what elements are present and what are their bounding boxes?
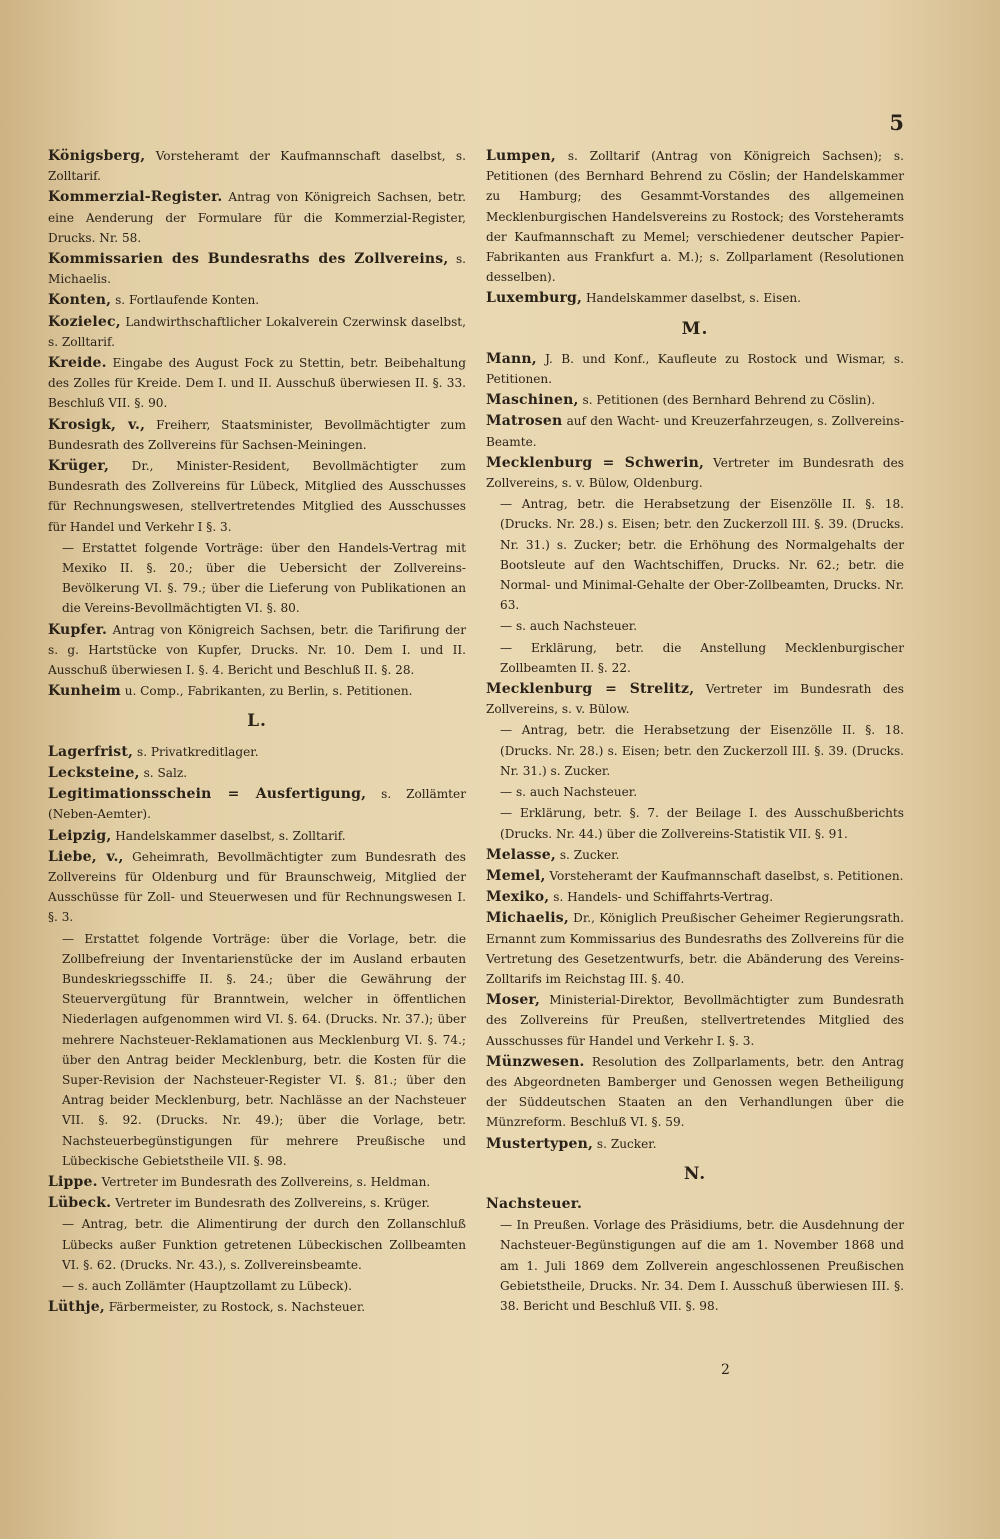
entry-headword: Michaelis, <box>486 910 569 927</box>
page-number: 5 <box>889 110 904 135</box>
entry-headword: Maschinen, <box>486 392 579 409</box>
entry-headword: Lumpen, <box>486 148 556 164</box>
index-entry <box>486 1134 904 1154</box>
index-entry <box>486 411 904 451</box>
entry-text: s. Michaelis. <box>48 252 466 287</box>
section-letter: N. <box>683 1163 707 1184</box>
entry-headword: Konten, <box>48 292 112 309</box>
entry-headword: Münzwesen. <box>486 1053 585 1070</box>
entry-text: s. Zolltarif (Antrag von Königreich Sachsen); s. Petitionen (des Bernhard Behrend zu Cöslin; der Handelskammer zu Hamburg; des Gesammt-Vorstandes des allgemeinen Mecklenburgischen Handelsvereins zu Rostock; des Vorsteheramts der Kaufmannschaft zu Memel; verschiedener deutscher Papier-Fabrikanten aus Frankfurt a. M.); s. Zollparlament (Resolutionen desselben). <box>486 149 904 285</box>
entry-headword: Luxemburg, <box>486 290 583 307</box>
entry-text: Vorsteheramt der Kaufmannschaft daselbst, s. Petitionen. <box>549 868 904 883</box>
entry-headword: Krüger, <box>48 458 110 475</box>
index-entry <box>48 681 466 701</box>
entry-text: Handelskammer daselbst, s. Zolltarif. <box>115 828 346 843</box>
index-subentry: — Erklärung, betr. §. 7. der Beilage I. des Ausschußberichts (Drucks. Nr. 44.) über die Zollvereins-Statistik VII. §. 91. <box>500 806 904 841</box>
entry-text: Vertreter im Bundesrath des Zollvereins, s. v. Bülow, Oldenburg. <box>486 455 904 491</box>
entry-headword: Königsberg, <box>48 148 146 164</box>
entry-headword: Liebe, v., <box>48 848 124 865</box>
index-subentry: — Erstattet folgende Vorträge: über den Handels-Vertrag mit Mexiko II. §. 20.; über die Uebersicht der Zollvereins-Bevölkerung VI. §. 79.; über die Lieferung von Publikationen an die Vereins-Bevollmächtigten VI. §. 80. <box>62 540 466 616</box>
index-entry <box>48 784 466 824</box>
entry-headword: Lecksteine, <box>48 764 140 781</box>
entry-text: Färbermeister, zu Rostock, s. Nachsteuer. <box>108 1300 366 1315</box>
entry-headword: Legitimationsschein = Ausfertigung, <box>48 786 367 803</box>
index-subentry: — Erstattet folgende Vorträge: über die Vorlage, betr. die Zollbefreiung der Inventarienstücke der im Ausland erbauten Bundeskriegsschiffe II. §. 24.; über die Gewährung der Steuervergütung für Branntwein, welcher in öffentlichen Niederlagen aufgenommen wird VI. §. 64. (Drucks. Nr. 37.); über mehrere Nachsteuer-Reklamationen aus Mecklenburg VI. §. 74.; über den Antrag beider Mecklenburg, betr. die Kosten für die Super-Revision der Nachsteuer-Register VI. §. 81.; über den Antrag beider Mecklenburg, betr. Nachlässe an der Nachsteuer VII. §. 92. (Drucks. Nr. 49.); über die Vorlage, betr. Nachsteuerbegünstigungen für mehrere Preußische und Lübeckische Gebietstheile VII. §. 98. <box>62 931 466 1168</box>
entry-text: u. Comp., Fabrikanten, zu Berlin, s. Petitionen. <box>124 684 413 699</box>
entry-headword: Mecklenburg = Strelitz, <box>486 681 695 698</box>
index-subentry: — Antrag, betr. die Herabsetzung der Eisenzölle II. §. 18. (Drucks. Nr. 28.) s. Eisen; betr. den Zuckerzoll III. §. 39. (Drucks. Nr. 31.) s. Zucker; betr. die Erhöhung des Normalgehalts der Bootsleute auf den Wachtschiffen, Drucks. Nr. 62.; betr. die Normal- und Minimal-Gehalte der Ober-Zollbeamten, Drucks. Nr. 63. <box>500 497 904 613</box>
entry-text: s. Petitionen (des Bernhard Behrend zu Cöslin). <box>582 393 876 408</box>
entry-headword: Matrosen <box>486 413 563 430</box>
index-entry <box>48 1193 466 1213</box>
entry-text: Freiherr, Staatsminister, Bevollmächtigter zum Bundesrath des Zollvereins für Sachsen-Meiningen. <box>48 417 466 452</box>
entry-text: Vertreter im Bundesrath des Zollvereins, s. Heldman. <box>101 1174 431 1189</box>
entry-text: s. Salz. <box>143 765 188 780</box>
entry-text: auf den Wacht- und Kreuzerfahrzeugen, s. Zollvereins-Beamte. <box>486 414 904 449</box>
index-entry <box>48 847 466 928</box>
entry-headword: Lippe. <box>48 1173 98 1190</box>
entry-headword: Memel, <box>486 867 546 884</box>
entry-headword: Moser, <box>486 992 541 1009</box>
index-entry <box>486 390 904 410</box>
index-entry <box>48 742 466 762</box>
entry-text: Ministerial-Direktor, Bevollmächtigter zum Bundesrath des Zollvereins für Preußen, stellvertretendes Mitglied des Ausschusses für Handel und Verkehr I. §. 3. <box>486 993 904 1048</box>
index-entry <box>48 763 466 783</box>
entry-text: Vertreter im Bundesrath des Zollvereins, s. v. Bülow. <box>486 682 904 717</box>
index-entry <box>486 288 904 308</box>
entry-headword: Kommissarien des Bundesraths des Zollvereins, <box>48 251 449 268</box>
index-entry <box>48 620 466 681</box>
index-entry <box>48 249 466 289</box>
index-entry <box>486 845 904 865</box>
entry-headword: Melasse, <box>486 846 556 863</box>
left-column <box>48 146 466 1318</box>
entry-headword: Leipzig, <box>48 827 112 844</box>
section-letter: M. <box>681 318 709 339</box>
index-subentry: — Antrag, betr. die Alimentirung der durch den Zollanschluß Lübecks außer Funktion getretenen Lübeckischen Zollbeamten VI. §. 62. (Drucks. Nr. 43.), s. Zollvereinsbeamte. <box>62 1217 466 1272</box>
entry-headword: Mustertypen, <box>486 1135 594 1152</box>
entry-headword: Kozielec, <box>48 313 121 330</box>
index-entry <box>486 453 904 493</box>
entry-headword: Lüthje, <box>48 1299 105 1316</box>
entry-text: s. Handels- und Schiffahrts-Vertrag. <box>553 890 774 905</box>
entry-text: s. Privatkreditlager. <box>137 744 259 759</box>
index-entry <box>48 1172 466 1192</box>
index-entry <box>48 353 466 414</box>
index-subentry: — In Preußen. Vorlage des Präsidiums, betr. die Ausdehnung der Nachsteuer-Begünstigungen auf die am 1. November 1868 und am 1. Juli 1869 dem Zollverein angeschlossenen Preußischen Gebietstheile, Drucks. Nr. 34. Dem I. Ausschuß überwiesen III. §. 38. Bericht und Beschluß VII. §. 98. <box>500 1218 904 1313</box>
entry-text: Eingabe des August Fock zu Stettin, betr. Beibehaltung des Zolles für Kreide. Dem I. und II. Ausschuß überwiesen II. §. 33. Beschluß VII. §. 90. <box>48 356 466 411</box>
entry-text: Antrag von Königreich Sachsen, betr. eine Aenderung der Formulare für die Kommerzial-Register, Drucks. Nr. 58. <box>48 190 466 245</box>
entry-text: J. B. und Konf., Kaufleute zu Rostock und Wismar, s. Petitionen. <box>486 351 904 387</box>
entry-text: Vorsteheramt der Kaufmannschaft daselbst, s. Zolltarif. <box>48 149 466 184</box>
entry-headword: Krosigk, v., <box>48 416 146 433</box>
index-entry <box>48 415 466 455</box>
entry-headword: Kupfer. <box>48 621 108 638</box>
entry-headword: Mann, <box>486 350 537 367</box>
index-entry <box>48 1297 466 1317</box>
index-entry <box>48 290 466 310</box>
index-entry <box>486 146 904 287</box>
entry-headword: Kommerzial-Register. <box>48 189 223 206</box>
entry-headword: Kunheim <box>48 683 121 700</box>
entry-text: Antrag von Königreich Sachsen, betr. die Tarifirung der s. g. Hartstücke von Kupfer, Drucks. Nr. 10. Dem I. und II. Ausschuß überwiesen I. §. 4. Bericht und Beschluß II. §. 28. <box>48 622 466 678</box>
index-entry <box>48 312 466 352</box>
entry-headword: Nachsteuer. <box>486 1195 583 1212</box>
index-subentry: — Erklärung, betr. die Anstellung Mecklenburgischer Zollbeamten II. §. 22. <box>500 640 904 675</box>
entry-headword: Mexiko, <box>486 889 550 906</box>
index-entry <box>486 887 904 907</box>
index-entry <box>486 679 904 719</box>
entry-headword: Mecklenburg = Schwerin, <box>486 454 705 471</box>
index-subentry: — Antrag, betr. die Herabsetzung der Eisenzölle II. §. 18. (Drucks. Nr. 28.) s. Eisen; betr. den Zuckerzoll III. §. 39. (Drucks. Nr. 31.) s. Zucker. <box>500 723 904 778</box>
index-entry <box>486 990 904 1051</box>
entry-text: s. Zucker. <box>596 1136 657 1151</box>
entry-headword: Lübeck. <box>48 1195 112 1212</box>
index-entry <box>48 187 466 248</box>
index-subentry: — s. auch Zollämter (Hauptzollamt zu Lübeck). <box>62 1278 353 1293</box>
index-entry <box>486 866 904 886</box>
entry-text: Dr., Minister-Resident, Bevollmächtigter zum Bundesrath des Zollvereins für Lübeck, Mitglied des Ausschusses für Rechnungswesen, stellvertretendes Mitglied des Ausschusses für Handel und Verkehr I §. 3. <box>48 459 466 534</box>
index-subentry: — s. auch Nachsteuer. <box>500 785 638 800</box>
index-entry <box>486 908 904 989</box>
entry-text: Landwirthschaftlicher Lokalverein Czerwinsk daselbst, s. Zolltarif. <box>48 314 466 349</box>
entry-headword: Lagerfrist, <box>48 743 134 760</box>
index-entry <box>486 349 904 389</box>
section-letter: L. <box>247 711 267 732</box>
entry-text: Vertreter im Bundesrath des Zollvereins, s. Krüger. <box>115 1196 430 1211</box>
index-subentry: — s. auch Nachsteuer. <box>500 619 638 634</box>
entry-text: s. Zollämter (Neben-Aemter). <box>48 787 466 822</box>
index-entry <box>486 1194 904 1214</box>
entry-headword: Kreide. <box>48 355 107 372</box>
entry-text: Dr., Königlich Preußischer Geheimer Regierungsrath. Ernannt zum Kommissarius des Bundesraths des Zollvereins für die Vertretung des Gesetzentwurfs, betr. die Abänderung des Vereins-Zolltarifs im Reichstag III. §. 40. <box>486 911 904 986</box>
entry-text: Resolution des Zollparlaments, betr. den Antrag des Abgeordneten Bamberger und Genossen wegen Betheiligung der Süddeutschen Staaten an den Verhandlungen über die Münzreform. Beschluß VI. §. 59. <box>486 1054 904 1130</box>
entry-text: Handelskammer daselbst, s. Eisen. <box>585 291 802 306</box>
entry-text: s. Zucker. <box>559 847 620 862</box>
entry-text: Geheimrath, Bevollmächtigter zum Bundesrath des Zollvereins für Oldenburg und für Braunschweig, Mitglied der Ausschüsse für Zoll- und Steuerwesen und für Rechnungswesen I. §. 3. <box>48 849 466 925</box>
index-entry <box>48 146 466 186</box>
index-entry <box>486 1052 904 1133</box>
signature-mark: 2 <box>721 1362 730 1378</box>
right-column <box>486 146 904 1317</box>
index-entry <box>48 826 466 846</box>
index-entry <box>48 456 466 537</box>
entry-text: s. Fortlaufende Konten. <box>115 293 260 308</box>
